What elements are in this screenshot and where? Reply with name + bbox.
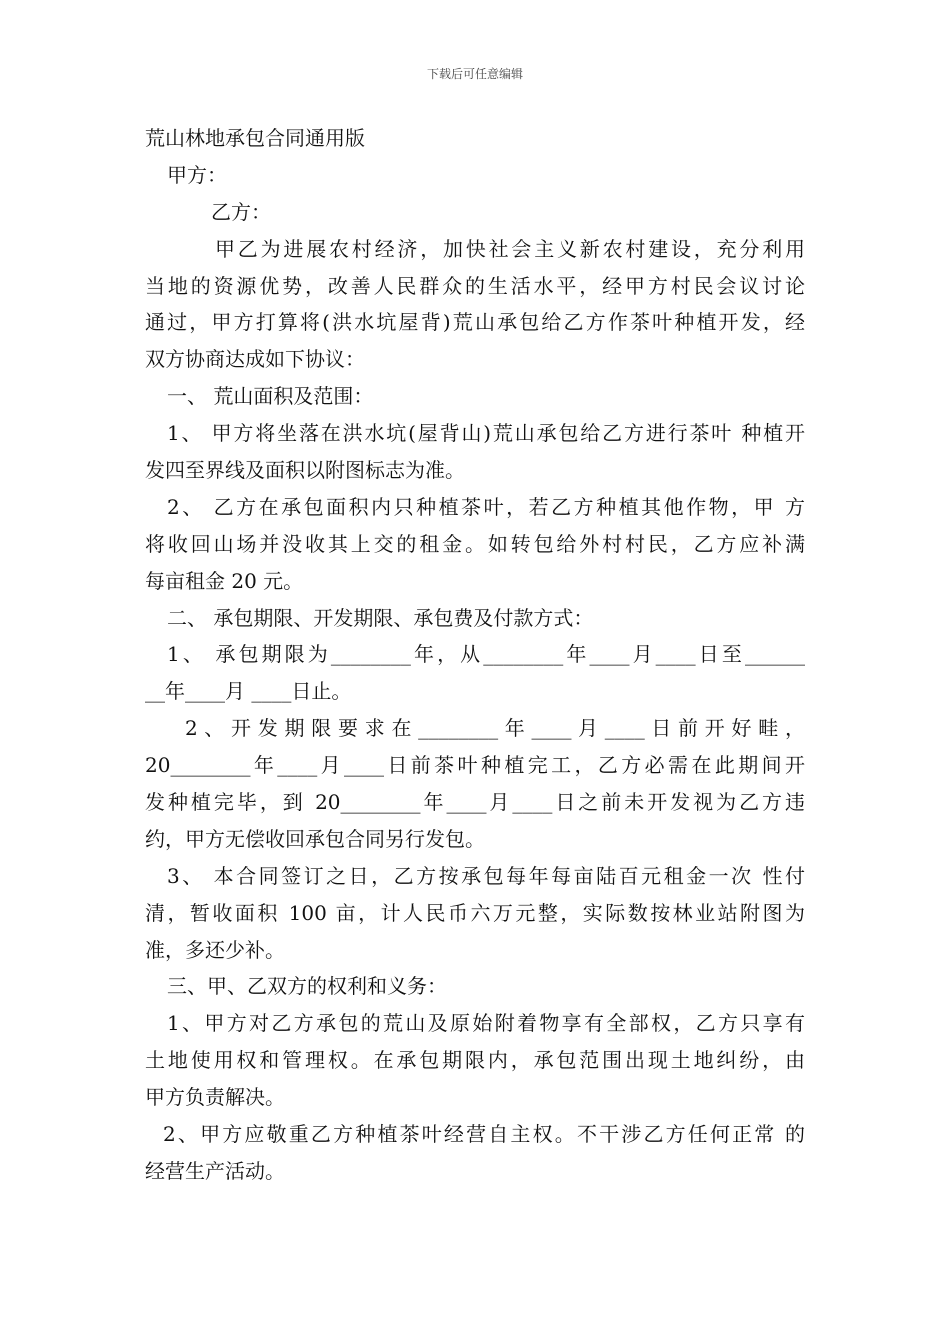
text-line: 发种植完毕，到 20________年____月____日之前未开发视为乙方违 bbox=[145, 790, 805, 815]
text-line: 2、甲方应敬重乙方种植茶叶经营自主权。不干涉乙方任何正常 的 bbox=[163, 1122, 805, 1147]
text-line: 1、 甲方将坐落在洪水坑(屋背山)荒山承包给乙方进行茶叶 种植开 bbox=[167, 421, 805, 446]
document-title: 荒山林地承包合同通用版 bbox=[145, 126, 365, 150]
text-line: 甲方负责解决。 bbox=[145, 1085, 285, 1110]
text-line: 双方协商达成如下协议： bbox=[145, 347, 365, 372]
document-paragraphs bbox=[145, 157, 805, 1190]
text-line: 3、 本合同签订之日，乙方按承包每年每亩陆百元租金一次 性付 bbox=[167, 863, 805, 888]
text-line: 土地使用权和管理权。在承包期限内，承包范围出现土地纠纷，由 bbox=[145, 1048, 805, 1073]
text-line: 三、甲、乙双方的权利和义务： bbox=[167, 974, 447, 999]
text-line: 通过，甲方打算将(洪水坑屋背)荒山承包给乙方作茶叶种植开发，经 bbox=[145, 310, 805, 335]
text-line: 将收回山场并没收其上交的租金。如转包给外村村民，乙方应补满 bbox=[145, 531, 805, 556]
text-line: 约，甲方无偿收回承包合同另行发包。 bbox=[145, 826, 485, 851]
text-line: 清，暂收面积 100 亩，计人民币六万元整，实际数按林业站附图为 bbox=[145, 900, 805, 925]
text-line: 当地的资源优势，改善人民群众的生活水平，经甲方村民会议讨论 bbox=[145, 273, 805, 298]
text-line: 准，多还少补。 bbox=[145, 937, 285, 962]
text-line: 甲方： bbox=[167, 162, 227, 187]
text-line: 发四至界线及面积以附图标志为准。 bbox=[145, 458, 465, 483]
text-line: __年____月 ____日止。 bbox=[145, 679, 352, 704]
text-line: 经营生产活动。 bbox=[145, 1158, 285, 1183]
text-line: 20________年____月____日前茶叶种植完工，乙方必需在此期间开 bbox=[145, 753, 805, 778]
text-line: 乙方： bbox=[211, 199, 271, 224]
text-line: 一、 荒山面积及范围： bbox=[167, 384, 374, 409]
text-line: 1、甲方对乙方承包的荒山及原始附着物享有全部权，乙方只享有 bbox=[167, 1011, 805, 1036]
text-line: 2 、 开 发 期 限 要 求 在 ________ 年 ____ 月 ____ 日 前 开 好 畦 ， bbox=[185, 716, 805, 741]
text-line: 1、 承包期限为________年，从________年____月____日至______ bbox=[167, 642, 805, 667]
text-line: 2、 乙方在承包面积内只种植茶叶，若乙方种植其他作物，甲 方 bbox=[167, 494, 805, 519]
page-header-note: 下载后可任意编辑 bbox=[426, 67, 523, 81]
text-line: 甲乙为进展农村经济，加快社会主义新农村建设，充分利用 bbox=[215, 236, 805, 261]
text-line: 二、 承包期限、开发期限、承包费及付款方式： bbox=[167, 605, 594, 630]
document-body bbox=[145, 120, 805, 1190]
text-line: 每亩租金 20 元。 bbox=[145, 568, 304, 593]
